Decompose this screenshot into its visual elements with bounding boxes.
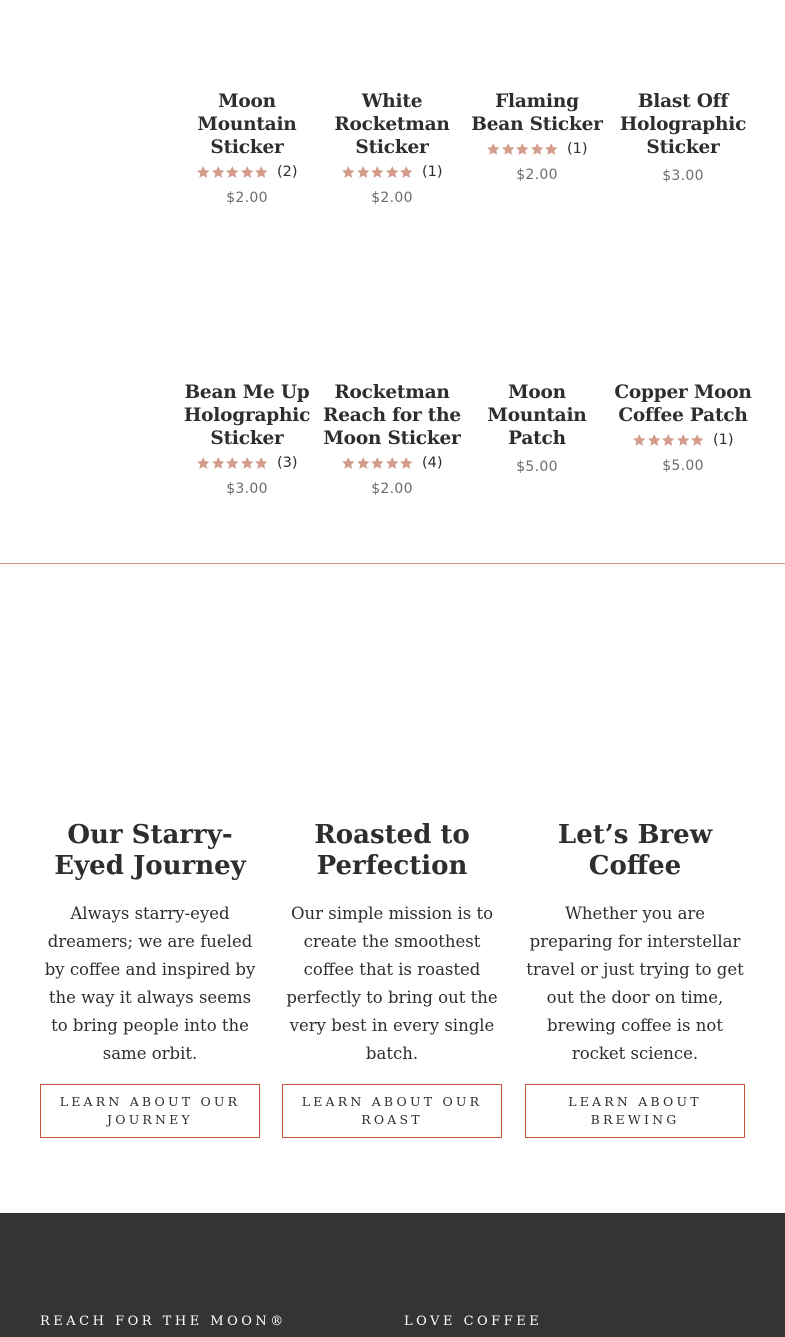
rating-stars	[341, 456, 414, 470]
product-card[interactable]	[322, 381, 462, 497]
rating-stars	[196, 456, 269, 470]
product-price: $2.00	[371, 481, 413, 497]
product-title[interactable]: White Rocketman Sticker	[334, 91, 450, 158]
star-icon	[225, 165, 240, 179]
product-title[interactable]: Bean Me Up Holographic Sticker	[183, 382, 311, 449]
star-icon	[385, 456, 400, 470]
star-icon	[341, 165, 356, 179]
review-count: (1)	[566, 140, 588, 157]
rating-stars	[486, 142, 559, 156]
review-count: (1)	[712, 431, 734, 448]
footer-heading-reach: REACH FOR THE MOON®	[40, 1314, 287, 1329]
star-icon	[254, 165, 269, 179]
review-count: (1)	[421, 163, 443, 180]
star-icon	[211, 456, 226, 470]
feature-text: Always starry-eyed dreamers; we are fueled by coffee and inspired by the way it always seems to bring people into the same orbit.	[44, 904, 256, 1063]
product-title[interactable]: Blast Off Holographic Sticker	[619, 91, 747, 158]
star-icon	[486, 142, 501, 156]
learn-roast-button[interactable]: LEARN ABOUT OUR ROAST	[282, 1084, 502, 1138]
product-card[interactable]	[613, 90, 753, 184]
feature-brewing	[525, 820, 745, 1068]
product-rating	[322, 451, 462, 474]
product-card[interactable]	[322, 90, 462, 206]
product-card[interactable]	[177, 381, 317, 497]
product-price: $5.00	[662, 458, 704, 474]
star-icon	[399, 456, 414, 470]
star-icon	[385, 165, 400, 179]
star-icon	[196, 165, 211, 179]
star-icon	[661, 433, 676, 447]
star-icon	[676, 433, 691, 447]
feature-title: Roasted to Perfection	[314, 820, 470, 881]
star-icon	[515, 142, 530, 156]
product-price: $5.00	[516, 459, 558, 475]
product-card[interactable]	[467, 90, 607, 183]
product-rating	[177, 451, 317, 474]
feature-text: Our simple mission is to create the smoothest coffee that is roasted perfectly to bring out the very best in every single batch.	[286, 904, 498, 1063]
section-divider	[0, 563, 785, 564]
star-icon	[544, 142, 559, 156]
rating-stars	[632, 433, 705, 447]
product-card[interactable]	[613, 381, 753, 474]
review-count: (3)	[276, 454, 298, 471]
star-icon	[370, 165, 385, 179]
product-rating	[467, 137, 607, 160]
product-rating	[177, 160, 317, 183]
star-icon	[399, 165, 414, 179]
star-icon	[370, 456, 385, 470]
star-icon	[356, 456, 371, 470]
product-title[interactable]: Moon Mountain Patch	[487, 382, 587, 449]
rating-stars	[196, 165, 269, 179]
product-price: $2.00	[226, 190, 268, 206]
star-icon	[240, 165, 255, 179]
site-footer	[0, 1213, 785, 1337]
star-icon	[501, 142, 516, 156]
product-price: $3.00	[226, 481, 268, 497]
product-price: $2.00	[516, 167, 558, 183]
star-icon	[341, 456, 356, 470]
star-icon	[356, 165, 371, 179]
rating-stars	[341, 165, 414, 179]
feature-journey	[40, 820, 260, 1068]
feature-title: Our Starry-Eyed Journey	[54, 820, 246, 881]
feature-roast	[282, 820, 502, 1068]
footer-heading-coffee: LOVE COFFEE	[404, 1314, 543, 1329]
product-price: $2.00	[371, 190, 413, 206]
star-icon	[240, 456, 255, 470]
star-icon	[254, 456, 269, 470]
product-rating	[322, 160, 462, 183]
star-icon	[225, 456, 240, 470]
product-title[interactable]: Moon Mountain Sticker	[197, 91, 297, 158]
learn-brewing-button[interactable]: LEARN ABOUT BREWING	[525, 1084, 745, 1138]
star-icon	[647, 433, 662, 447]
product-rating	[613, 428, 753, 451]
product-title[interactable]: Rocketman Reach for the Moon Sticker	[323, 382, 461, 449]
feature-text: Whether you are preparing for interstellar travel or just trying to get out the door on time, brewing coffee is not rocket science.	[526, 904, 744, 1063]
product-card[interactable]	[467, 381, 607, 475]
star-icon	[530, 142, 545, 156]
review-count: (4)	[421, 454, 443, 471]
product-title[interactable]: Copper Moon Coffee Patch	[614, 382, 752, 426]
review-count: (2)	[276, 163, 298, 180]
feature-title: Let’s Brew Coffee	[557, 820, 713, 881]
star-icon	[632, 433, 647, 447]
star-icon	[690, 433, 705, 447]
learn-journey-button[interactable]: LEARN ABOUT OUR JOURNEY	[40, 1084, 260, 1138]
product-card[interactable]	[177, 90, 317, 206]
star-icon	[211, 165, 226, 179]
star-icon	[196, 456, 211, 470]
product-price: $3.00	[662, 168, 704, 184]
product-title[interactable]: Flaming Bean Sticker	[471, 91, 603, 135]
